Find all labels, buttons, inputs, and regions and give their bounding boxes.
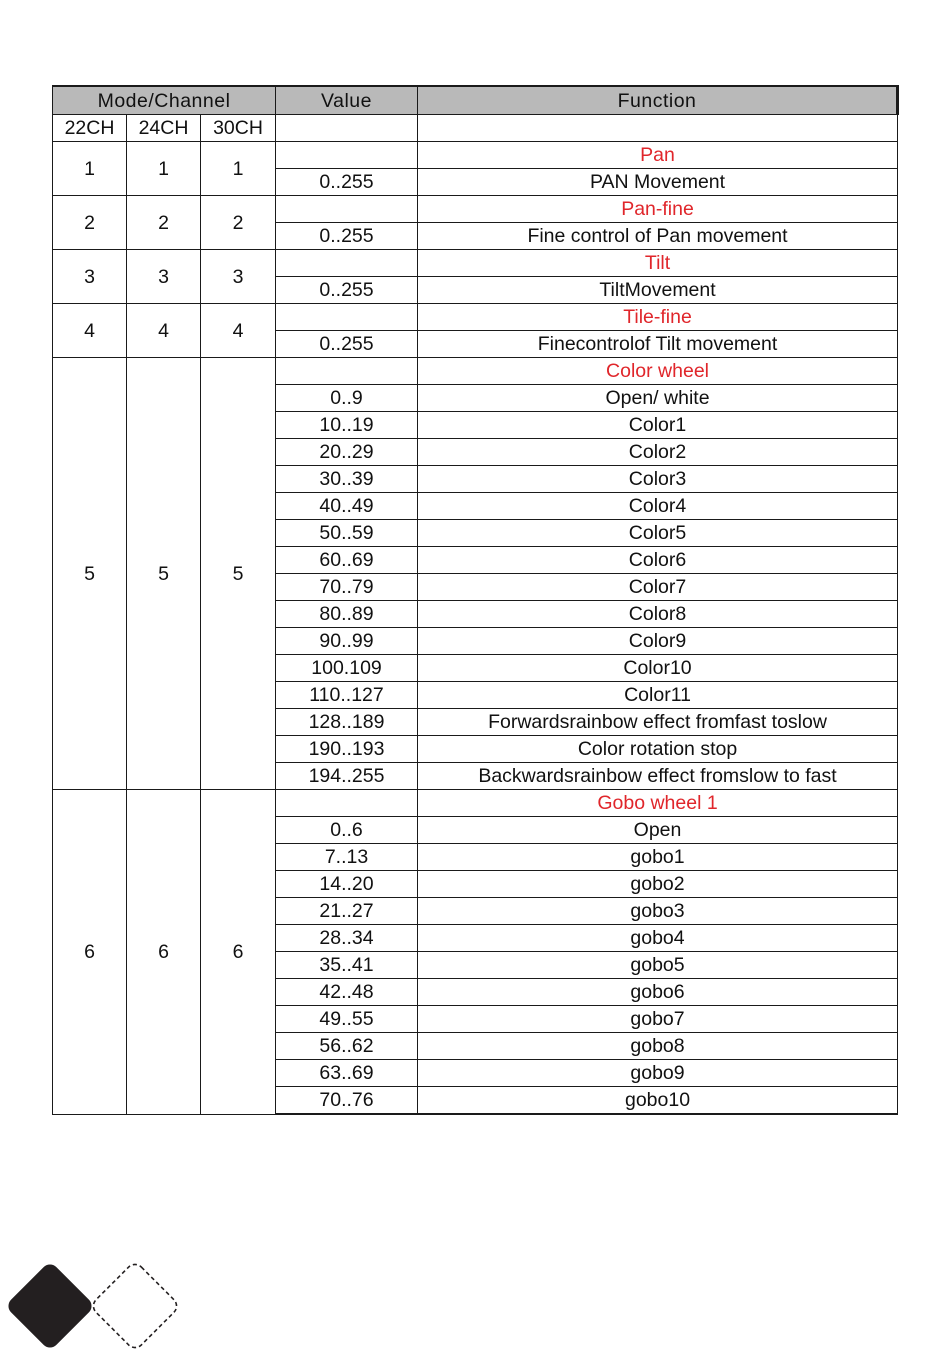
function-cell: Color8	[418, 601, 898, 628]
value-cell: 110..127	[276, 682, 418, 709]
channel-title-row	[53, 358, 898, 385]
table-body	[53, 86, 898, 1114]
value-cell: 35..41	[276, 952, 418, 979]
function-cell: gobo8	[418, 1033, 898, 1060]
channel-number-30ch: 5	[201, 358, 276, 790]
function-title: Tile-fine	[418, 304, 898, 331]
header-value: Value	[276, 86, 418, 115]
function-title: Tilt	[418, 250, 898, 277]
channel-number-22ch: 3	[53, 250, 127, 304]
value-cell-empty	[276, 358, 418, 385]
function-cell: gobo3	[418, 898, 898, 925]
function-cell: Color3	[418, 466, 898, 493]
channel-title-row	[53, 250, 898, 277]
channel-title-row	[53, 196, 898, 223]
function-title: Gobo wheel 1	[418, 790, 898, 817]
value-cell: 90..99	[276, 628, 418, 655]
channel-number-22ch: 4	[53, 304, 127, 358]
mode-24ch: 24CH	[127, 115, 201, 142]
channel-title-row	[53, 142, 898, 169]
function-title: Color wheel	[418, 358, 898, 385]
value-cell: 194..255	[276, 763, 418, 790]
channel-number-24ch: 3	[127, 250, 201, 304]
value-cell: 28..34	[276, 925, 418, 952]
header-row	[53, 86, 898, 115]
function-cell: Color5	[418, 520, 898, 547]
value-cell: 100.109	[276, 655, 418, 682]
mode-row-function-empty	[418, 115, 898, 142]
value-cell-empty	[276, 304, 418, 331]
function-cell: TiltMovement	[418, 277, 898, 304]
value-cell: 0..255	[276, 223, 418, 250]
value-cell-empty	[276, 196, 418, 223]
function-cell: Color7	[418, 574, 898, 601]
function-cell: Forwardsrainbow effect fromfast toslow	[418, 709, 898, 736]
function-cell: Open	[418, 817, 898, 844]
value-cell: 0..255	[276, 169, 418, 196]
function-cell: gobo4	[418, 925, 898, 952]
channel-number-30ch: 4	[201, 304, 276, 358]
function-cell: Color10	[418, 655, 898, 682]
channel-number-30ch: 3	[201, 250, 276, 304]
function-cell: gobo10	[418, 1087, 898, 1115]
header-mode-channel: Mode/Channel	[53, 86, 276, 115]
function-cell: Color rotation stop	[418, 736, 898, 763]
solid-diamond-shape	[5, 1261, 96, 1352]
channel-title-row	[53, 304, 898, 331]
function-cell: gobo6	[418, 979, 898, 1006]
function-cell: Color6	[418, 547, 898, 574]
value-cell: 14..20	[276, 871, 418, 898]
channel-number-22ch: 6	[53, 790, 127, 1115]
double-diamond-logo-icon	[0, 1252, 190, 1360]
function-cell: gobo2	[418, 871, 898, 898]
function-cell: Color4	[418, 493, 898, 520]
mode-22ch: 22CH	[53, 115, 127, 142]
value-cell: 0..6	[276, 817, 418, 844]
channel-number-30ch: 1	[201, 142, 276, 196]
value-cell: 80..89	[276, 601, 418, 628]
channel-number-24ch: 4	[127, 304, 201, 358]
value-cell: 49..55	[276, 1006, 418, 1033]
channel-number-30ch: 6	[201, 790, 276, 1115]
header-function: Function	[418, 86, 898, 115]
mode-row-value-empty	[276, 115, 418, 142]
channel-number-24ch: 1	[127, 142, 201, 196]
function-cell: Color2	[418, 439, 898, 466]
value-cell: 0..255	[276, 277, 418, 304]
channel-number-24ch: 2	[127, 196, 201, 250]
outline-diamond-shape	[90, 1261, 181, 1352]
function-cell: Color11	[418, 682, 898, 709]
value-cell: 63..69	[276, 1060, 418, 1087]
value-cell: 70..79	[276, 574, 418, 601]
mode-30ch: 30CH	[201, 115, 276, 142]
dmx-channel-table	[52, 85, 899, 1115]
function-cell: Color1	[418, 412, 898, 439]
value-cell: 42..48	[276, 979, 418, 1006]
channel-number-30ch: 2	[201, 196, 276, 250]
value-cell: 60..69	[276, 547, 418, 574]
value-cell: 70..76	[276, 1087, 418, 1115]
function-cell: gobo5	[418, 952, 898, 979]
channel-number-24ch: 6	[127, 790, 201, 1115]
function-cell: Finecontrolof Tilt movement	[418, 331, 898, 358]
function-cell: PAN Movement	[418, 169, 898, 196]
value-cell: 56..62	[276, 1033, 418, 1060]
channel-title-row	[53, 790, 898, 817]
channel-number-22ch: 2	[53, 196, 127, 250]
function-title: Pan-fine	[418, 196, 898, 223]
value-cell: 0..255	[276, 331, 418, 358]
value-cell-empty	[276, 142, 418, 169]
function-cell: gobo9	[418, 1060, 898, 1087]
value-cell-empty	[276, 790, 418, 817]
function-cell: Open/ white	[418, 385, 898, 412]
function-cell: Color9	[418, 628, 898, 655]
value-cell: 10..19	[276, 412, 418, 439]
value-cell: 21..27	[276, 898, 418, 925]
channel-number-24ch: 5	[127, 358, 201, 790]
value-cell: 128..189	[276, 709, 418, 736]
value-cell: 0..9	[276, 385, 418, 412]
value-cell-empty	[276, 250, 418, 277]
channel-number-22ch: 1	[53, 142, 127, 196]
mode-row	[53, 115, 898, 142]
value-cell: 190..193	[276, 736, 418, 763]
value-cell: 40..49	[276, 493, 418, 520]
function-title: Pan	[418, 142, 898, 169]
value-cell: 20..29	[276, 439, 418, 466]
function-cell: gobo7	[418, 1006, 898, 1033]
value-cell: 7..13	[276, 844, 418, 871]
function-cell: Backwardsrainbow effect fromslow to fast	[418, 763, 898, 790]
function-cell: Fine control of Pan movement	[418, 223, 898, 250]
function-cell: gobo1	[418, 844, 898, 871]
channel-number-22ch: 5	[53, 358, 127, 790]
value-cell: 50..59	[276, 520, 418, 547]
value-cell: 30..39	[276, 466, 418, 493]
